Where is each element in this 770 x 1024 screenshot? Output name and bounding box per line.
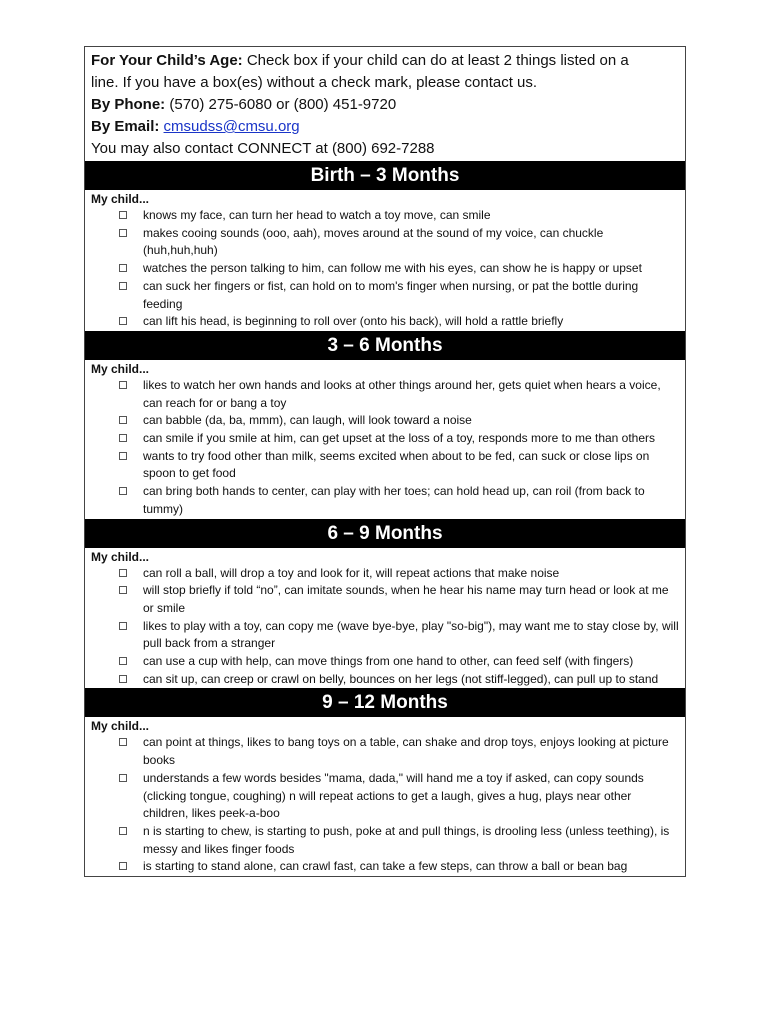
section-body (85, 548, 685, 689)
milestone-item (119, 582, 679, 617)
milestone-item (119, 377, 679, 412)
checkbox[interactable] (119, 657, 127, 665)
milestone-text: can suck her fingers or fist, can hold on to mom's finger when nursing, or pat the bottle during feeding (143, 278, 639, 311)
email-label: By Email: (91, 118, 160, 135)
milestone-text: can lift his head, is beginning to roll over (onto his back), will hold a rattle briefly (143, 314, 564, 329)
age-sections (85, 161, 685, 876)
checkbox[interactable] (119, 586, 127, 594)
my-child-label: My child... (91, 361, 150, 376)
milestone-text: can point at things, likes to bang toys on a table, can shake and drop toys, enjoys looking at picture books (143, 735, 669, 768)
milestone-text: can bring both hands to center, can play with her toes; can hold head up, can roil (from back to tummy) (143, 484, 645, 516)
checkbox[interactable] (119, 569, 127, 577)
milestone-item (119, 448, 679, 483)
milestone-list (91, 207, 679, 331)
checkbox[interactable] (119, 416, 127, 424)
milestone-text: can roll a ball, will drop a toy and look for it, will repeat actions that make noise (143, 565, 560, 580)
milestone-item (119, 412, 679, 430)
email-line (91, 116, 679, 138)
email-link[interactable]: cmsudss@cmsu.org (163, 118, 300, 135)
age-instructions (91, 50, 679, 72)
phone-label: By Phone: (91, 96, 166, 113)
milestone-list (91, 734, 679, 876)
milestone-text: wants to try food other than milk, seems excited when about to be fed, can suck or close lips on spoon to get food (143, 448, 650, 481)
intro-block (85, 47, 685, 161)
milestone-item (119, 565, 679, 583)
milestone-checklist (84, 46, 686, 877)
checkbox[interactable] (119, 381, 127, 389)
section-body (85, 360, 685, 519)
phone-line (91, 94, 679, 116)
milestone-item (119, 430, 679, 448)
checkbox[interactable] (119, 229, 127, 237)
milestone-text: can use a cup with help, can move things from one hand to other, can feed self (with fingers) (143, 654, 634, 669)
my-child-label: My child... (91, 549, 150, 564)
section-title: 9 – 12 Months (85, 688, 685, 717)
milestone-item (119, 260, 679, 278)
milestone-text: likes to play with a toy, can copy me (wave bye-bye, play "so-big"), may want me to stay close by, will pull back from a stranger (143, 618, 679, 651)
checkbox[interactable] (119, 487, 127, 495)
milestone-text: watches the person talking to him, can follow me with his eyes, can show he is happy or upset (143, 261, 642, 276)
milestone-text: likes to watch her own hands and looks at other things around her, gets quiet when hears a voice, can reach for or bang a toy (143, 377, 661, 410)
milestone-text: can sit up, can creep or crawl on belly, bounces on her legs (not stiff-legged), can pull up to stand (143, 671, 659, 686)
milestone-item (119, 671, 679, 689)
connect-line: You may also contact CONNECT at (800) 692-7288 (91, 140, 435, 157)
milestone-item (119, 313, 679, 331)
milestone-text: makes cooing sounds (ooo, aah), moves around at the sound of my voice, can chuckle (huh,huh,huh) (143, 225, 604, 258)
checkbox[interactable] (119, 675, 127, 683)
section-title: 6 – 9 Months (85, 519, 685, 548)
milestone-text: can babble (da, ba, mmm), can laugh, will look toward a noise (143, 413, 472, 428)
my-child-label: My child... (91, 192, 150, 206)
section-body (85, 717, 685, 876)
checkbox[interactable] (119, 264, 127, 272)
milestone-item (119, 278, 679, 313)
milestone-item (119, 858, 679, 876)
milestone-text: is starting to stand alone, can crawl fast, can take a few steps, can throw a ball or bean bag (143, 859, 628, 874)
checkbox[interactable] (119, 317, 127, 325)
milestone-item (119, 483, 679, 518)
milestone-item (119, 207, 679, 225)
milestone-item (119, 653, 679, 671)
checkbox[interactable] (119, 282, 127, 290)
milestone-item (119, 618, 679, 653)
milestone-text: knows my face, can turn her head to watch a toy move, can smile (143, 208, 491, 222)
checkbox[interactable] (119, 738, 127, 746)
milestone-text: will stop briefly if told “no”, can imitate sounds, when he hear his name may turn head or look at me or smile (143, 583, 669, 615)
phone-numbers: (570) 275-6080 or (800) 451-9720 (165, 96, 397, 113)
milestone-list (91, 565, 679, 689)
checkbox[interactable] (119, 774, 127, 782)
age-text-1: Check box if your child can do at least 2 things listed on a (242, 52, 629, 69)
section-body (85, 190, 685, 331)
checkbox[interactable] (119, 434, 127, 442)
section-title: 3 – 6 Months (85, 331, 685, 360)
checkbox[interactable] (119, 827, 127, 835)
milestone-text: understands a few words besides "mama, dada," will hand me a toy if asked, can copy sounds (clicking tongue, coughing) n will repeat actions to get a laugh, gives a hug, plays near other children, likes peek-a-boo (143, 770, 644, 821)
my-child-label: My child... (91, 719, 150, 734)
milestone-item (119, 770, 679, 823)
milestone-item (119, 823, 679, 858)
checkbox[interactable] (119, 211, 127, 219)
age-label: For Your Child’s Age: (91, 52, 243, 69)
checkbox[interactable] (119, 452, 127, 460)
milestone-item (119, 225, 679, 260)
checkbox[interactable] (119, 622, 127, 630)
checkbox[interactable] (119, 862, 127, 870)
milestone-list (91, 377, 679, 519)
milestone-text: can smile if you smile at him, can get upset at the loss of a toy, responds more to me than others (143, 431, 656, 446)
milestone-text: n is starting to chew, is starting to push, poke at and pull things, is drooling less (unless teething), is messy and likes finger foods (143, 823, 670, 856)
age-text-2: line. If you have a box(es) without a check mark, please contact us. (91, 74, 538, 91)
milestone-item (119, 734, 679, 769)
section-title: Birth – 3 Months (85, 161, 685, 190)
